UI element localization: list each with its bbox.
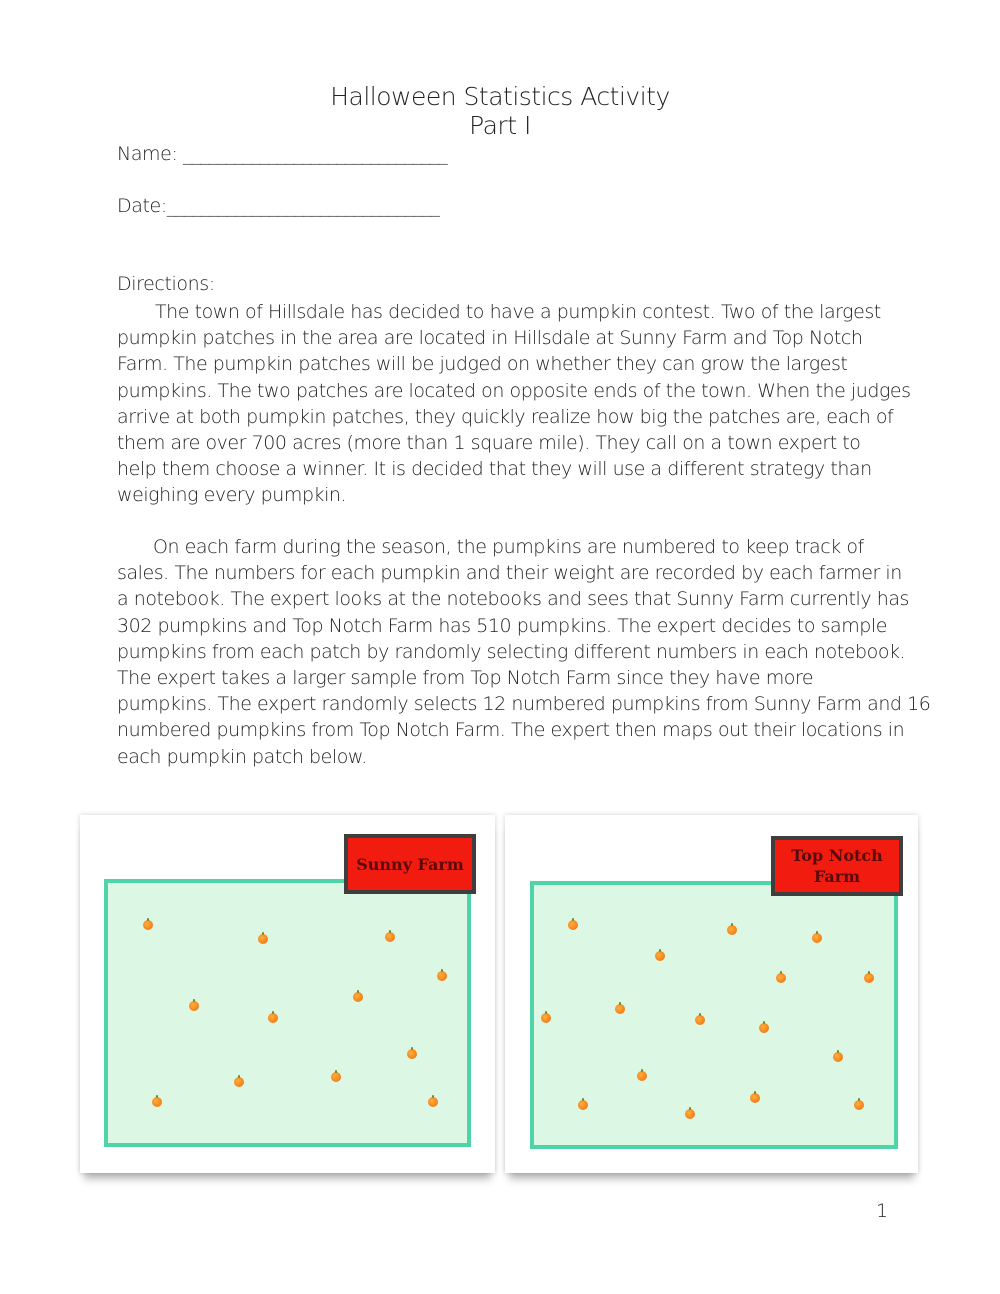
pumpkin-icon bbox=[615, 1004, 625, 1014]
page-title: Halloween Statistics Activity bbox=[330, 82, 670, 111]
sunny-farm-patch bbox=[104, 879, 471, 1147]
directions-paragraph-1 bbox=[117, 299, 911, 509]
date-field[interactable] bbox=[117, 195, 439, 217]
top-notch-farm-patch bbox=[530, 881, 898, 1149]
pumpkin-icon bbox=[578, 1100, 588, 1110]
paragraph-line: pumpkins. The two patches are located on opposite ends of the town. When the judges bbox=[117, 379, 911, 402]
pumpkin-icon bbox=[750, 1093, 760, 1103]
date-blank: ________________________________ bbox=[166, 195, 439, 217]
page-number: 1 bbox=[876, 1200, 889, 1222]
pumpkin-icon bbox=[759, 1023, 769, 1033]
paragraph-line: numbered pumpkins from Top Notch Farm. The expert then maps out their locations in bbox=[117, 719, 905, 742]
pumpkin-icon bbox=[143, 920, 153, 930]
top-notch-farm-label-text bbox=[791, 845, 883, 887]
sunny-farm-map-card bbox=[80, 815, 495, 1173]
pumpkin-icon bbox=[152, 1097, 162, 1107]
paragraph-line: weighing every pumpkin. bbox=[117, 484, 347, 507]
paragraph-line: help them choose a winner. It is decided that they will use a different strategy than bbox=[117, 458, 872, 481]
name-blank: _______________________________ bbox=[183, 143, 447, 165]
paragraph-line: On each farm during the season, the pumpkins are numbered to keep track of bbox=[153, 536, 864, 558]
pumpkin-icon bbox=[864, 973, 874, 983]
name-field[interactable] bbox=[117, 143, 447, 165]
label-line-1: Top Notch bbox=[791, 846, 883, 865]
pumpkin-icon bbox=[776, 973, 786, 983]
paragraph-line: pumpkins from each patch by randomly selecting different numbers in each notebook. bbox=[117, 640, 906, 663]
paragraph-line: a notebook. The expert looks at the notebooks and sees that Sunny Farm currently has bbox=[117, 588, 909, 611]
pumpkin-icon bbox=[258, 934, 268, 944]
paragraph-line: The expert takes a larger sample from Top Notch Farm since they have more bbox=[117, 667, 814, 690]
pumpkin-icon bbox=[234, 1077, 244, 1087]
pumpkin-icon bbox=[568, 920, 578, 930]
directions-label: Directions: bbox=[117, 273, 215, 295]
pumpkin-icon bbox=[437, 971, 447, 981]
pumpkin-icon bbox=[833, 1052, 843, 1062]
paragraph-line: sales. The numbers for each pumpkin and their weight are recorded by each farmer in bbox=[117, 562, 902, 585]
pumpkin-icon bbox=[727, 925, 737, 935]
pumpkin-icon bbox=[189, 1001, 199, 1011]
pumpkin-icon bbox=[428, 1097, 438, 1107]
paragraph-line: 302 pumpkins and Top Notch Farm has 510 pumpkins. The expert decides to sample bbox=[117, 614, 887, 637]
pumpkin-icon bbox=[655, 951, 665, 961]
sunny-farm-label bbox=[344, 834, 476, 894]
directions-paragraph-2 bbox=[117, 534, 931, 770]
label-line-2: Farm bbox=[813, 867, 861, 886]
pumpkin-icon bbox=[407, 1049, 417, 1059]
paragraph-line: each pumpkin patch below. bbox=[117, 745, 367, 768]
date-label: Date: bbox=[117, 195, 167, 217]
paragraph-line: Farm. The pumpkin patches will be judged on whether they can grow the largest bbox=[117, 353, 848, 376]
pumpkin-icon bbox=[695, 1015, 705, 1025]
pumpkin-icon bbox=[353, 992, 363, 1002]
pumpkin-icon bbox=[637, 1071, 647, 1081]
pumpkin-icon bbox=[685, 1109, 695, 1119]
name-label: Name: bbox=[117, 143, 178, 165]
paragraph-line: them are over 700 acres (more than 1 square mile). They call on a town expert to bbox=[117, 432, 861, 455]
pumpkin-icon bbox=[268, 1013, 278, 1023]
page-subtitle: Part I bbox=[469, 111, 531, 140]
pumpkin-icon bbox=[541, 1013, 551, 1023]
paragraph-line: The town of Hillsdale has decided to have a pumpkin contest. Two of the largest bbox=[155, 301, 881, 323]
paragraph-line: arrive at both pumpkin patches, they quickly realize how big the patches are, each of bbox=[117, 405, 894, 428]
top-notch-farm-label bbox=[771, 836, 903, 896]
pumpkin-icon bbox=[812, 933, 822, 943]
pumpkin-icon bbox=[854, 1100, 864, 1110]
paragraph-line: pumpkin patches in the area are located in Hillsdale at Sunny Farm and Top Notch bbox=[117, 327, 863, 350]
paragraph-line: pumpkins. The expert randomly selects 12 numbered pumpkins from Sunny Farm and 16 bbox=[117, 693, 931, 716]
sunny-farm-label-text: Sunny Farm bbox=[356, 854, 464, 874]
pumpkin-icon bbox=[385, 932, 395, 942]
top-notch-farm-map-card bbox=[505, 815, 918, 1173]
pumpkin-icon bbox=[331, 1072, 341, 1082]
